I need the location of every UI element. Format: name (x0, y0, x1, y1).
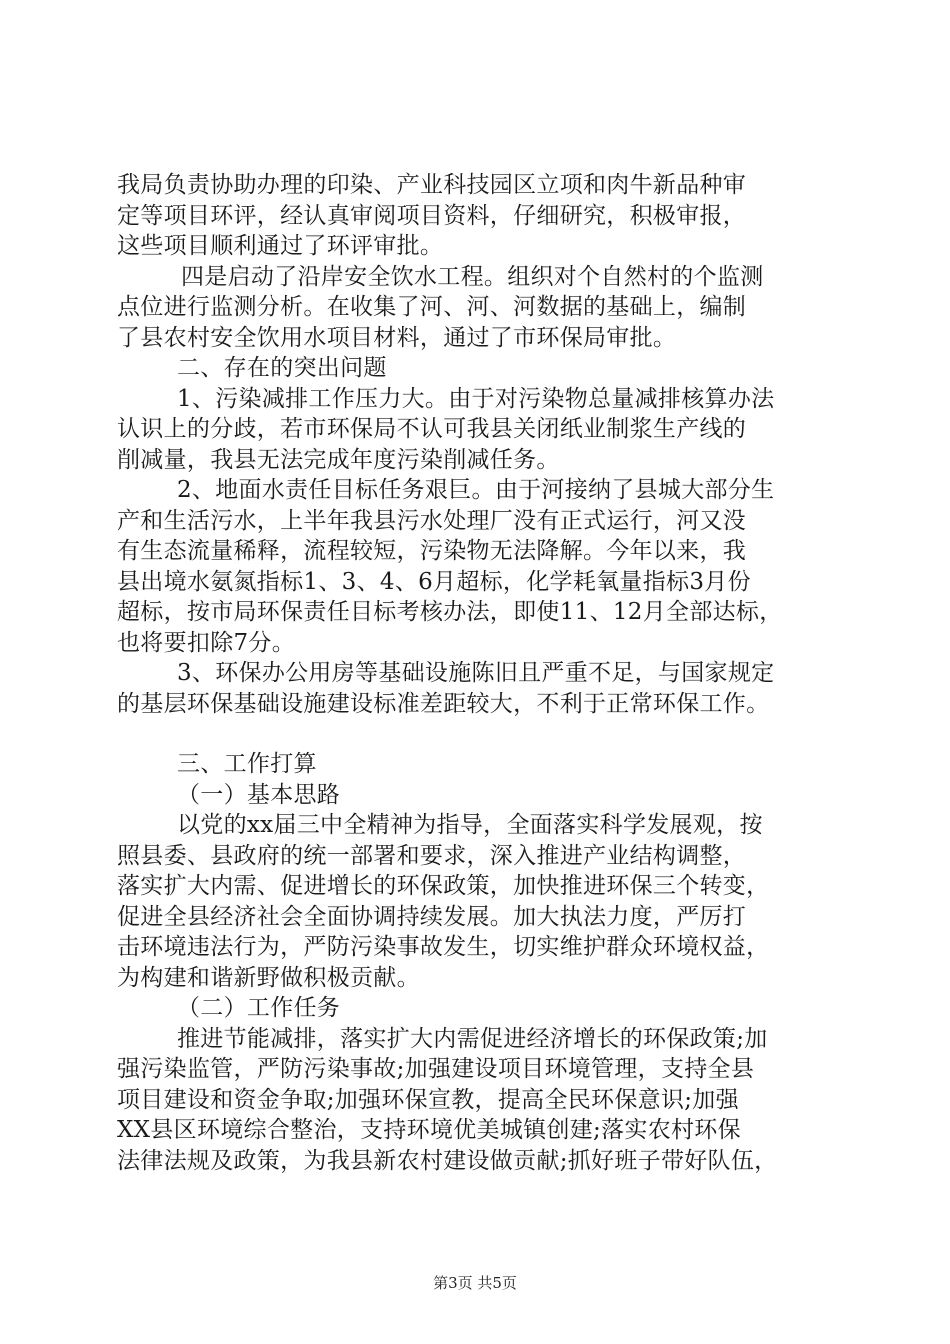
text-line: 3、环保办公用房等基础设施陈旧且严重不足，与国家规定 (177, 660, 775, 686)
text-line: 击环境违法行为，严防污染事故发生，切实维护群众环境权益， (117, 934, 770, 960)
text-line: 二、存在的突出问题 (177, 355, 387, 381)
text-line: 削减量，我县无法完成年度污染削减任务。 (117, 446, 560, 473)
text-line: 三、工作打算 (177, 751, 317, 777)
text-line: 2、地面水责任目标任务艰巨。由于河接纳了县城大部分生 (177, 477, 775, 503)
text-line: 县出境水氨氮指标1、3、4、6月超标，化学耗氧量指标3月份 (117, 568, 751, 595)
text-line: 了县农村安全饮用水项目材料，通过了市环保局审批。 (117, 324, 677, 351)
document-body (117, 170, 837, 1176)
text-line: 认识上的分歧，若市环保局不认可我县关闭纸业制浆生产线的 (117, 416, 747, 442)
page-footer: 第3页 共5页 (433, 1274, 517, 1292)
text-line: 强污染监管，严防污染事故;加强建设项目环境管理，支持全县 (117, 1056, 755, 1082)
text-line: 超标，按市局环保责任目标考核办法，即使11、12月全部达标， (117, 599, 783, 625)
text-line: 的基层环保基础设施建设标准差距较大，不利于正常环保工作。 (117, 690, 770, 717)
text-line: 法律法规及政策，为我县新农村建设做贡献;抓好班子带好队伍， (117, 1147, 778, 1174)
text-line: 为构建和谐新野做积极贡献。 (117, 964, 420, 991)
text-line: 1、污染减排工作压力大。由于对污染物总量减排核算办法 (177, 385, 775, 412)
text-line: 产和生活污水，上半年我县污水处理厂没有正式运行，河又没 (117, 507, 747, 534)
text-line: 推进节能减排，落实扩大内需促进经济增长的环保政策;加 (177, 1025, 768, 1052)
text-line: 项目建设和资金争取;加强环保宣教，提高全民环保意识;加强 (117, 1086, 739, 1113)
text-line: 点位进行监测分析。在收集了河、河、河数据的基础上，编制 (117, 294, 747, 320)
text-line: XX县区环境综合整治，支持环境优美城镇创建;落实农村环保 (117, 1117, 741, 1143)
text-line: 也将要扣除7分。 (117, 629, 296, 656)
text-line: （一）基本思路 (177, 781, 341, 808)
text-line: 定等项目环评，经认真审阅项目资料，仔细研究，积极审报， (117, 202, 747, 229)
text-line: 以党的xx届三中全精神为指导，全面落实科学发展观，按 (177, 812, 763, 838)
text-line: 我局负责协助办理的印染、产业科技园区立项和肉牛新品种审 (117, 172, 747, 198)
text-line: 照县委、县政府的统一部署和要求，深入推进产业结构调整， (117, 842, 747, 869)
text-line: 这些项目顺利通过了环评审批。 (117, 233, 444, 259)
text-line: 有生态流量稀释，流程较短，污染物无法降解。今年以来，我 (117, 538, 747, 564)
text-line: （二）工作任务 (177, 995, 341, 1021)
blank-line (117, 719, 837, 749)
text-line: 促进全县经济社会全面协调持续发展。加大执法力度，严厉打 (117, 903, 747, 930)
text-line: 落实扩大内需、促进增长的环保政策，加快推进环保三个转变， (117, 873, 770, 899)
text-line: 四是启动了沿岸安全饮水工程。组织对个自然村的个监测 (181, 263, 764, 290)
